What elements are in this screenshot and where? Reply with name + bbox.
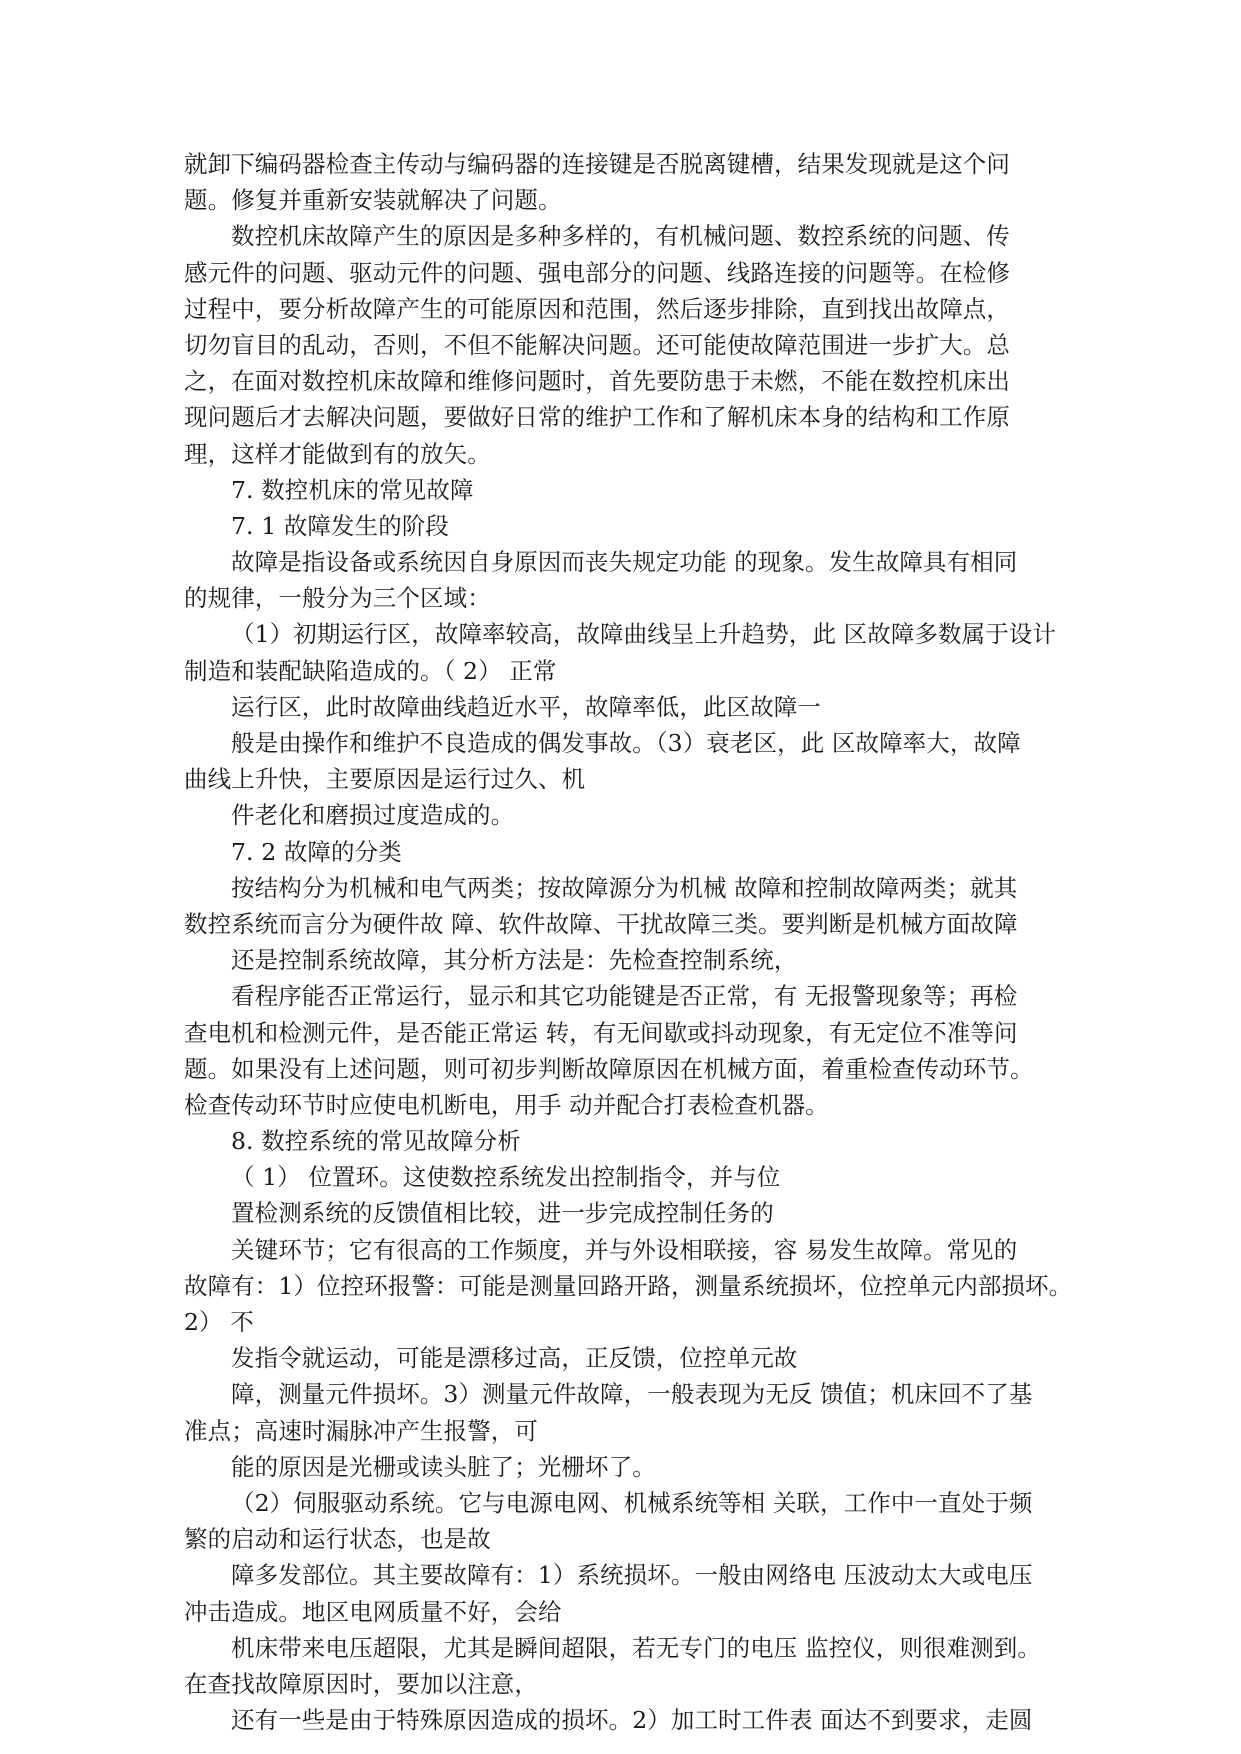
text-line: 题。修复并重新安装就解决了问题。: [184, 186, 562, 215]
text-line: 数控系统而言分为硬件故 障、软件故障、干扰故障三类。要判断是机械方面故障: [184, 909, 1018, 938]
text-line: 能的原因是光栅或读头脏了；光栅坏了。: [231, 1452, 656, 1481]
text-line: 的规律，一般分为三个区域：: [184, 584, 491, 613]
text-line: 数控机床故障产生的原因是多种多样的，有机械问题、数控系统的问题、传: [231, 222, 1010, 251]
text-line: 故障是指设备或系统因自身原因而丧失规定功能 的现象。发生故障具有相同: [231, 548, 1018, 577]
text-line: 检查传动环节时应使电机断电，用手 动并配合打表检查机器。: [184, 1090, 829, 1119]
text-line: 还有一些是由于特殊原因造成的损坏。2）加工时工件表 面达不到要求，走圆: [231, 1706, 1033, 1735]
text-line: 理，这样才能做到有的放矢。: [184, 439, 491, 468]
text-line: （ 1） 位置环。这使数控系统发出控制指令，并与位: [231, 1163, 781, 1192]
text-line: 就卸下编码器检查主传动与编码器的连接键是否脱离键槽，结果发现就是这个问: [184, 150, 1010, 178]
text-line: 查电机和检测元件，是否能正常运 转，有无间歇或抖动现象，有无定位不准等问: [184, 1018, 1018, 1047]
text-line: 2） 不: [184, 1308, 254, 1336]
text-line: 制造和装配缺陷造成的。（ 2） 正常: [184, 656, 557, 685]
text-line: 繁的启动和运行状态，也是故: [184, 1525, 491, 1554]
text-line: 过程中，要分析故障产生的可能原因和范围，然后逐步排除，直到找出故障点，: [184, 294, 1010, 323]
text-line: 般是由操作和维护不良造成的偶发事故。（3）衰老区，此 区故障率大，故障: [231, 729, 1021, 757]
text-line: 置检测系统的反馈值相比较，进一步完成控制任务的: [231, 1199, 774, 1228]
text-line: 关键环节；它有很高的工作频度，并与外设相联接，容 易发生故障。常见的: [231, 1235, 1018, 1264]
text-line: （1）初期运行区，故障率较高，故障曲线呈上升趋势，此 区故障多数属于设计: [231, 620, 1057, 649]
text-line: 曲线上升快，主要原因是运行过久、机: [184, 765, 586, 794]
text-line: 切勿盲目的乱动，否则，不但不能解决问题。还可能使故障范围进一步扩大。总: [184, 330, 1010, 359]
text-line: 机床带来电压超限，尤其是瞬间超限，若无专门的电压 监控仪，则很难测到。: [231, 1633, 1041, 1662]
text-line: 准点；高速时漏脉冲产生报警，可: [184, 1416, 538, 1445]
text-line: 之，在面对数控机床故障和维修问题时，首先要防患于未燃，不能在数控机床出: [184, 367, 1010, 396]
body-text: [184, 146, 1073, 1738]
text-line: 还是控制系统故障，其分析方法是：先检查控制系统，: [231, 946, 798, 975]
text-line: 障多发部位。其主要故障有：1）系统损坏。一般由网络电 压波动太大或电压: [231, 1561, 1033, 1590]
text-line: 运行区，此时故障曲线趋近水平，故障率低，此区故障一: [231, 692, 821, 721]
text-line: 按结构分为机械和电气两类；按故障源分为机械 故障和控制故障两类；就其: [231, 873, 1018, 902]
text-line: 7. 2 故障的分类: [231, 837, 402, 866]
text-line: 看程序能否正常运行，显示和其它功能键是否正常，有 无报警现象等；再检: [231, 982, 1018, 1011]
text-line: 发指令就运动，可能是漂移过高，正反馈，位控单元故: [231, 1344, 798, 1373]
text-line: 感元件的问题、驱动元件的问题、强电部分的问题、线路连接的问题等。在检修: [184, 258, 1010, 287]
text-line: 在查找故障原因时，要加以注意，: [184, 1669, 538, 1698]
text-line: （2）伺服驱动系统。它与电源电网、机械系统等相 关联，工作中一直处于频: [231, 1488, 1033, 1517]
text-line: 冲击造成。地区电网质量不好，会给: [184, 1597, 562, 1626]
text-line: 障，测量元件损坏。3）测量元件故障，一般表现为无反 馈值；机床回不了基: [231, 1380, 1033, 1409]
text-line: 8. 数控系统的常见故障分析: [231, 1127, 521, 1156]
text-line: 7. 数控机床的常见故障: [231, 475, 474, 504]
text-line: 故障有：1）位控环报警：可能是测量回路开路，测量系统损坏，位控单元内部损坏。: [184, 1271, 1073, 1300]
text-line: 7. 1 故障发生的阶段: [231, 511, 450, 540]
text-line: 题。如果没有上述问题，则可初步判断故障原因在机械方面，着重检查传动环节。: [184, 1054, 1034, 1083]
text-line: 现问题后才去解决问题，要做好日常的维护工作和了解机床本身的结构和工作原: [184, 403, 1010, 432]
text-line: 件老化和磨损过度造成的。: [231, 801, 515, 830]
